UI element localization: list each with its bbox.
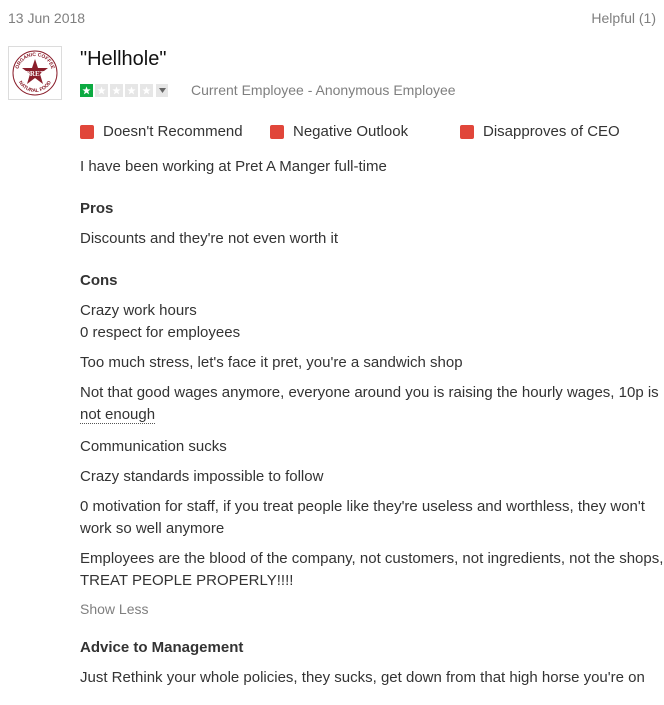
svg-text:NATURAL FOOD [17, 80, 53, 94]
disapproves-ceo-badge [460, 123, 620, 140]
negative-outlook-badge [270, 123, 408, 140]
badge-label: Negative Outlook [293, 123, 409, 140]
review-date: 13 Jun 2018 [8, 10, 86, 26]
cons-line [80, 404, 155, 426]
advice-text: Just Rethink your whole policies, they sucks, get down from that high horse you're on [80, 669, 645, 686]
review-title[interactable]: "Hellhole" [80, 48, 167, 70]
cons-line: Communication sucks [80, 438, 227, 455]
red-square-icon [270, 125, 284, 139]
cons-heading: Cons [80, 272, 118, 289]
badge-label: Disapproves of CEO [483, 123, 620, 140]
logo-ring-top: ORGANIC COFFEE [14, 51, 56, 70]
advice-heading: Advice to Management [80, 639, 244, 656]
helpful-button[interactable]: Helpful (1) [591, 10, 656, 26]
logo-ring-bottom: NATURAL FOOD [17, 79, 53, 95]
cons-line: Employees are the blood of the company, not customers, not ingredients, not the shops, [80, 550, 664, 567]
star-icon [80, 84, 93, 97]
cons-line: Not that good wages anymore, everyone around you is raising the hourly wages, 10p is [80, 384, 659, 401]
cons-line-underlined: not enough [80, 406, 156, 423]
cons-line: 0 motivation for staff, if you treat people like they're useless and worthless, they won't [80, 498, 645, 515]
star-icon [125, 84, 138, 97]
employee-status: Current Employee - Anonymous Employee [191, 82, 456, 98]
employment-status: I have been working at Pret A Manger full-time [80, 158, 387, 175]
company-logo[interactable] [8, 46, 62, 100]
star-icon [110, 84, 123, 97]
caret-down-icon [159, 88, 166, 93]
logo-center: PRET [25, 70, 45, 78]
cons-line: work so well anymore [80, 520, 225, 537]
pros-heading: Pros [80, 200, 114, 217]
red-square-icon [460, 125, 474, 139]
red-square-icon [80, 125, 94, 139]
pros-text: Discounts and they're not even worth it [80, 230, 339, 247]
cons-line: 0 respect for employees [80, 324, 241, 341]
pret-logo-icon [9, 47, 61, 99]
cons-line: TREAT PEOPLE PROPERLY!!!! [80, 572, 294, 589]
star-icon [140, 84, 153, 97]
doesnt-recommend-badge [80, 123, 243, 140]
star-icon [95, 84, 108, 97]
cons-line: Crazy standards impossible to follow [80, 468, 324, 485]
show-less-link[interactable]: Show Less [80, 601, 149, 617]
cons-line: Too much stress, let's face it pret, you're a sandwich shop [80, 354, 463, 371]
star-rating[interactable] [80, 82, 168, 98]
badge-label: Doesn't Recommend [103, 123, 243, 140]
cons-line: Crazy work hours [80, 302, 197, 319]
rating-dropdown-button[interactable] [156, 84, 168, 97]
